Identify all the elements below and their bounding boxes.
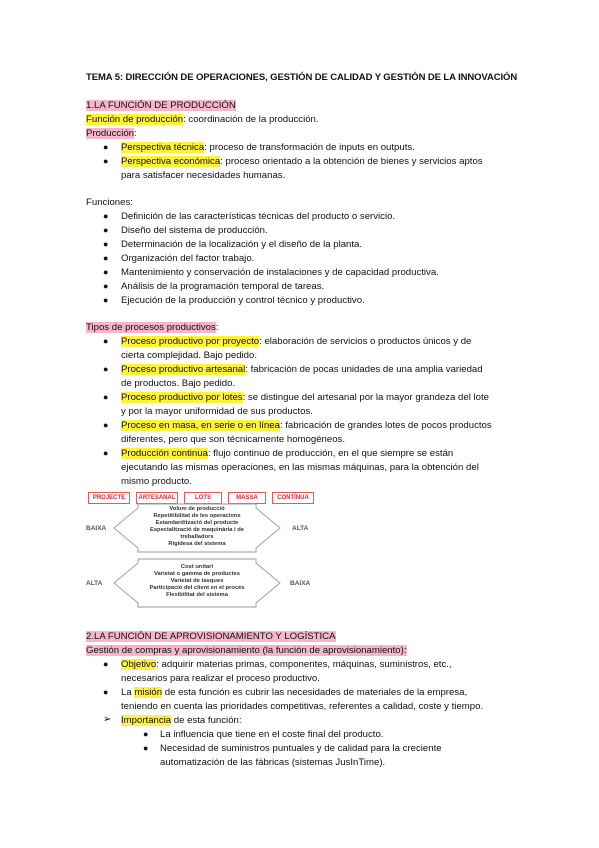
bottom-arrow-line: Varietat o gamma de productes bbox=[153, 571, 240, 577]
process-chip: ARTESANAL bbox=[136, 492, 178, 504]
tipo-continuation: mismo producto. bbox=[121, 476, 192, 487]
tipo-text: : se distingue del artesanal por la mayor grandeza del lote bbox=[242, 392, 489, 403]
bullet-icon: ● bbox=[103, 239, 109, 249]
bullet-icon: ● bbox=[103, 336, 109, 346]
produccion-colon: : bbox=[134, 128, 137, 139]
perspective-term: Perspectiva técnica bbox=[121, 142, 205, 153]
definition-line bbox=[86, 114, 319, 125]
bullet-icon: ● bbox=[103, 211, 109, 221]
tipo-continuation: de productos. Bajo pedido. bbox=[121, 378, 236, 389]
bullet-icon: ● bbox=[143, 743, 149, 753]
tipo-item bbox=[121, 336, 471, 347]
perspective-item bbox=[121, 142, 415, 153]
top-arrow-line: Repetitibilitat de les operacions bbox=[153, 513, 241, 519]
produccion-line bbox=[86, 128, 137, 139]
top-right-label: ALTA bbox=[292, 525, 309, 532]
tipo-text: : fabricación de pocas unidades de una amplia variedad bbox=[245, 364, 483, 375]
funcion-item: Mantenimiento y conservación de instalaciones y de capacidad productiva. bbox=[121, 267, 439, 278]
top-arrow-line: Estandardització del producte bbox=[155, 520, 239, 526]
tipo-item bbox=[121, 420, 492, 431]
bottom-left-label: ALTA bbox=[86, 580, 103, 587]
tipo-text: : elaboración de servicios o productos únicos y de bbox=[259, 336, 472, 347]
perspective-text: : proceso orientado a la obtención de bienes y servicios aptos bbox=[220, 156, 483, 167]
tipos-term: Tipos de procesos productivos bbox=[86, 322, 216, 333]
top-arrow-line: treballadors bbox=[180, 534, 214, 540]
bullet-icon: ● bbox=[143, 729, 149, 739]
mision-term: misión bbox=[134, 687, 163, 698]
tipo-continuation: ejecutando las mismas operaciones, en las mismas máquinas, para la obtención del bbox=[121, 462, 479, 473]
top-left-label: BAIXA bbox=[86, 525, 107, 532]
importancia-subitem-continuation: automatización de las fábricas (sistemas JusInTime). bbox=[160, 757, 386, 768]
bullet-icon: ● bbox=[103, 687, 109, 697]
bottom-arrow-text bbox=[134, 564, 260, 599]
bottom-right-label: BAIXA bbox=[290, 580, 311, 587]
bullet-icon: ● bbox=[103, 364, 109, 374]
tipo-continuation: y por la mayor uniformidad de sus productos. bbox=[121, 406, 313, 417]
mision-item bbox=[121, 687, 467, 698]
perspective-text: : proceso de transformación de inputs en outputs. bbox=[204, 142, 415, 153]
bullet-icon: ● bbox=[103, 448, 109, 458]
funciones-label: Funciones: bbox=[86, 197, 133, 208]
funcion-item: Definición de las características técnicas del producto o servicio. bbox=[121, 211, 396, 222]
tipos-heading bbox=[86, 322, 218, 333]
funcion-item: Diseño del sistema de producción. bbox=[121, 225, 268, 236]
perspective-continuation: para satisfacer necesidades humanas. bbox=[121, 170, 286, 181]
tipo-term: Proceso productivo por proyecto bbox=[121, 336, 260, 347]
funcion-item: Organización del factor trabajo. bbox=[121, 253, 255, 264]
tipo-term: Producción continua bbox=[121, 448, 208, 459]
section-1-heading bbox=[86, 100, 236, 111]
tipo-item bbox=[121, 364, 483, 375]
importancia-term: Importancia bbox=[121, 715, 172, 726]
process-chip: CONTÍNUA bbox=[272, 492, 314, 504]
perspective-term: Perspectiva económica bbox=[121, 156, 221, 167]
objetivo-item bbox=[121, 659, 452, 670]
section-2-heading-text: 2.LA FUNCIÓN DE APROVISIONAMIENTO Y LOGÍSTICA bbox=[86, 631, 336, 642]
top-arrow-text bbox=[134, 506, 260, 548]
tipo-continuation: cierta complejidad. Bajo pedido. bbox=[121, 350, 257, 361]
bullet-icon: ● bbox=[103, 295, 109, 305]
importancia-subitem: La influencia que tiene en el coste final del producto. bbox=[160, 729, 384, 740]
tipo-term: Proceso productivo por lotes bbox=[121, 392, 243, 403]
top-arrow-line: Volum de producció bbox=[169, 506, 225, 512]
section-2-heading bbox=[86, 631, 336, 642]
objetivo-continuation: necesarios para realizar el proceso productivo. bbox=[121, 673, 320, 684]
top-arrow-line: Especialització de maquinària i de bbox=[149, 527, 245, 533]
production-process-diagram bbox=[86, 492, 326, 608]
bottom-arrow-line: Flexibilitat del sistema bbox=[166, 592, 228, 598]
section-2-subheading-text: Gestión de compras y aprovisionamiento (la función de aprovisionamiento): bbox=[86, 645, 407, 656]
bottom-arrow-line: Varietat de tasques bbox=[170, 578, 224, 584]
tipo-term: Proceso productivo artesanal bbox=[121, 364, 246, 375]
tipo-continuation: diferentes, pero que son técnicamente homogéneos. bbox=[121, 434, 346, 445]
bullet-icon: ● bbox=[103, 281, 109, 291]
process-chip: MASSA bbox=[228, 492, 266, 504]
importancia-item bbox=[121, 715, 242, 726]
bullet-icon: ● bbox=[103, 142, 109, 152]
objetivo-term: Objetivo bbox=[121, 659, 157, 670]
process-chip: PROJECTE bbox=[88, 492, 130, 504]
bullet-icon: ● bbox=[103, 253, 109, 263]
definition-text: : coordinación de la producción. bbox=[183, 114, 319, 125]
funcion-item: Ejecución de la producción y control técnico y productivo. bbox=[121, 295, 365, 306]
bullet-icon: ● bbox=[103, 225, 109, 235]
importancia-text: de esta función: bbox=[171, 715, 242, 726]
mision-continuation: teniendo en cuenta las prioridades competitivas, referentes a calidad, coste y tiempo. bbox=[121, 701, 484, 712]
produccion-term: Producción bbox=[86, 128, 134, 139]
bottom-arrow-line: Cost unitari bbox=[180, 564, 214, 570]
bottom-arrow-line: Participació del client en el procés bbox=[149, 585, 245, 591]
definition-term: Función de producción bbox=[86, 114, 184, 125]
arrow-bullet-icon: ➢ bbox=[103, 714, 112, 725]
bullet-icon: ● bbox=[103, 420, 109, 430]
tipo-text: : flujo continuo de producción, en el que siempre se están bbox=[207, 448, 454, 459]
process-chip: LOTS bbox=[184, 492, 222, 504]
section-2-subheading bbox=[86, 645, 407, 656]
funcion-item: Determinación de la localización y el diseño de la planta. bbox=[121, 239, 363, 250]
bullet-icon: ● bbox=[103, 659, 109, 669]
objetivo-text: : adquirir materias primas, componentes, máquinas, suministros, etc., bbox=[156, 659, 452, 670]
funcion-item: Análisis de la programación temporal de tareas. bbox=[121, 281, 325, 292]
top-arrow-line: Rigidesa del sistema bbox=[168, 541, 226, 547]
mision-text: de esta función es cubrir las necesidades de materiales de la empresa, bbox=[162, 687, 468, 698]
tipo-item bbox=[121, 392, 489, 403]
bullet-icon: ● bbox=[103, 267, 109, 277]
tipos-colon: : bbox=[215, 322, 219, 333]
document-title: TEMA 5: DIRECCIÓN DE OPERACIONES, GESTIÓN DE CALIDAD Y GESTIÓN DE LA INNOVACIÓN bbox=[86, 72, 518, 83]
section-1-heading-text: 1.LA FUNCIÓN DE PRODUCCIÓN bbox=[86, 100, 236, 111]
bullet-icon: ● bbox=[103, 392, 109, 402]
importancia-subitem: Necesidad de suministros puntuales y de calidad para la creciente bbox=[160, 743, 442, 754]
tipo-term: Proceso en masa, en serie o en línea bbox=[121, 420, 280, 431]
tipo-text: : fabricación de grandes lotes de pocos productos bbox=[279, 420, 492, 431]
tipo-item bbox=[121, 448, 453, 459]
bullet-icon: ● bbox=[103, 156, 109, 166]
perspective-item bbox=[121, 156, 483, 167]
mision-prefix: La bbox=[121, 687, 135, 698]
